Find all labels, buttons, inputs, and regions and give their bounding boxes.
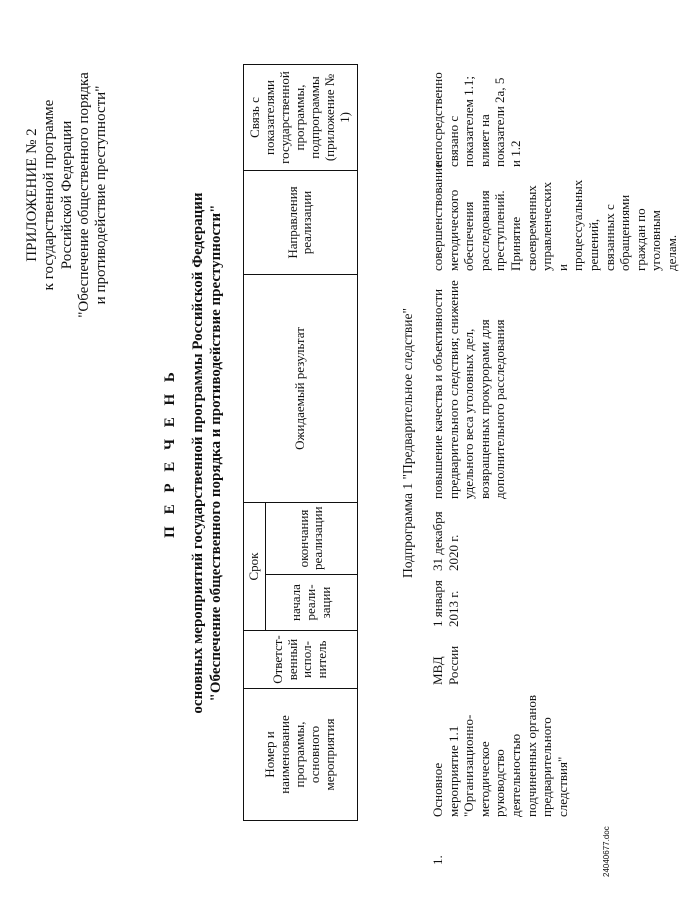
document-subtitle — [189, 41, 225, 865]
subprogram-title: Подпрограмма 1 "Предварительное следствие" — [400, 307, 415, 579]
header-term: Срок — [244, 503, 266, 631]
table-header — [243, 65, 358, 821]
header-direction: Направления реализации — [244, 171, 358, 275]
header-executor: Ответст-венный испол-нитель — [244, 631, 358, 689]
cell-start: 1 января 2013 г. — [430, 580, 461, 627]
annex-header — [24, 45, 110, 345]
cell-name: Основное мероприятие 1.1 "Организационно-методическое руководство деятельностью подчиненных органов предварительного следствия" — [430, 694, 570, 817]
file-code: 24040677.doc — [602, 826, 611, 877]
cell-result: повышение качества и объективности предварительного следствия; снижение удельного веса уголовных дел, возвращенных прокурорами для дополнительного расследования — [430, 280, 508, 499]
subtitle-line: "Обеспечение общественного порядка и противодействие преступности" — [208, 204, 224, 702]
cell-executor: МВД России — [430, 645, 461, 685]
header-start: начала реали-зации — [265, 575, 357, 631]
header-link: Связь с показателями государственной программы, подпрограммы (приложение № 1) — [244, 65, 358, 171]
header-number-name: Номер и наименование программы, основного мероприятия — [244, 689, 358, 821]
title-block — [162, 41, 225, 865]
body-table — [428, 65, 682, 821]
annex-line: Российской Федерации — [58, 120, 75, 270]
cell-link: непосредственно связано с показателем 1.1; влияет на показатели 2а, 5 и 1.2 — [430, 72, 523, 167]
annex-line: к государственной программе — [41, 99, 58, 291]
header-end: окончания реализации — [265, 503, 357, 575]
table-row — [428, 65, 682, 821]
annex-line: и противодействие преступности" — [93, 85, 109, 305]
annex-number: ПРИЛОЖЕНИЕ № 2 — [24, 128, 40, 262]
header-result: Ожидаемый результат — [244, 275, 358, 503]
subtitle-line: основных мероприятий государственной программы Российской Федерации — [190, 192, 206, 714]
document-title: П Е Р Е Ч Е Н Ь — [162, 368, 178, 538]
cell-end: 31 декабря 2020 г. — [430, 511, 461, 571]
annex-line: "Обеспечение общественного порядка — [75, 72, 92, 318]
row-number: 1. — [430, 855, 445, 865]
header-table — [243, 64, 358, 821]
cell-direction: совершенствование методического обеспечения расследования преступлений. Принятие своевременных управленческих и процессуальных решений, связанных с обращениями граждан по уголовным делам. — [430, 162, 679, 271]
